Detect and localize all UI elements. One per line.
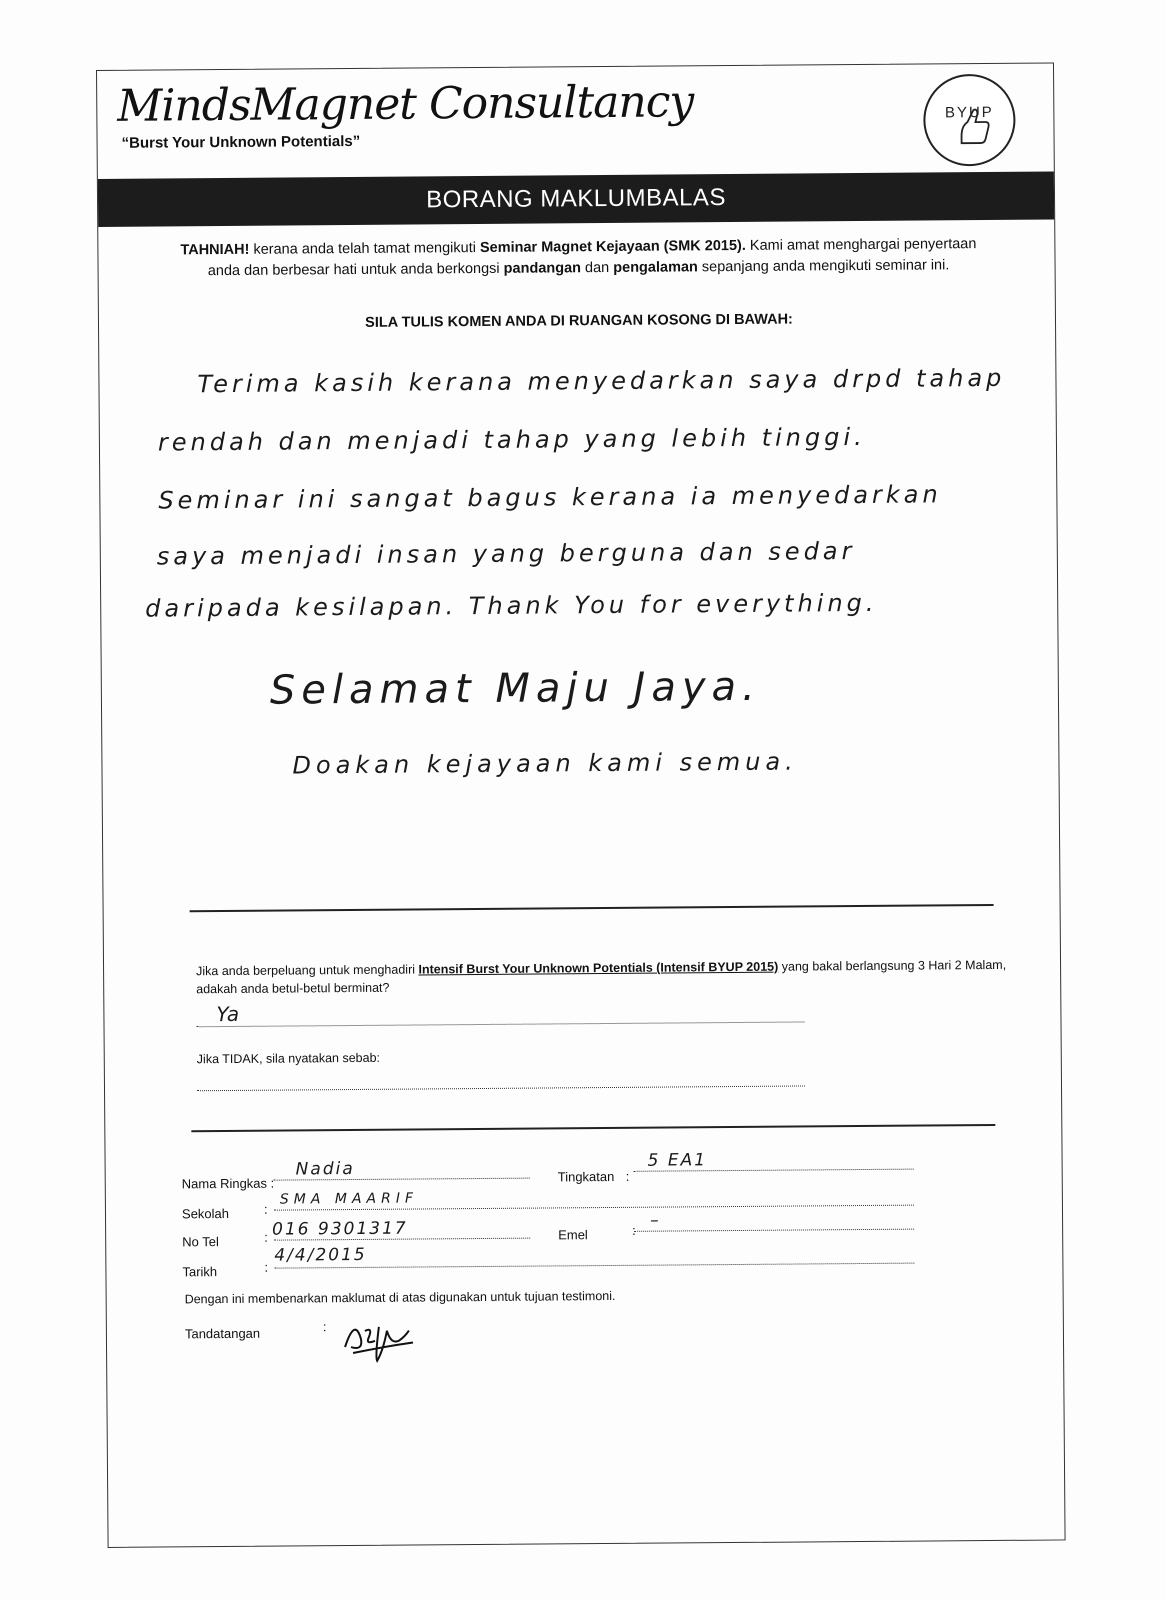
- comment-line-6: Selamat Maju Jaya.: [269, 663, 761, 714]
- question-text-1: Jika anda berpeluang untuk menghadiri: [196, 962, 419, 979]
- answer-dotted-line: [197, 1021, 805, 1027]
- interest-question: [196, 956, 1016, 998]
- intro-text-1: kerana anda telah tamat mengikuti: [249, 239, 481, 258]
- question-text-2: yang bakal berlangsung 3 Hari 2 Malam, adakah anda betul-betul berminat?: [196, 957, 1007, 997]
- date-value[interactable]: 4/4/2015: [274, 1244, 367, 1266]
- comment-line-2: rendah dan menjadi tahap yang lebih tinggi.: [157, 422, 866, 457]
- intro-text-3: dan: [580, 259, 614, 277]
- question-program-name: Intensif Burst Your Unknown Potentials (Intensif BYUP 2015): [418, 959, 779, 977]
- tel-label: No Tel: [182, 1234, 219, 1250]
- email-label: Emel: [558, 1227, 588, 1243]
- school-value[interactable]: SMA MAARIF: [279, 1190, 419, 1208]
- intro-text-2: Kami amat menghargai penyertaan anda dan berbesar hati untuk anda berkongsi: [207, 236, 977, 280]
- intro-congrats: TAHNIAH!: [180, 241, 250, 259]
- level-label: Tingkatan: [557, 1168, 615, 1185]
- intro-pandangan: pandangan: [503, 260, 582, 277]
- name-value[interactable]: Nadia: [295, 1159, 355, 1180]
- email-dotted-line: [634, 1229, 914, 1232]
- company-logo: MindsMagnet Consultancy: [117, 76, 694, 132]
- instruction-text: SILA TULIS KOMEN ANDA DI RUANGAN KOSONG DI BAWAH:: [365, 311, 793, 331]
- byup-seal-logo: [923, 74, 1016, 167]
- email-value[interactable]: –: [649, 1210, 661, 1231]
- level-colon: :: [625, 1168, 630, 1184]
- comment-line-1: Terima kasih kerana menyedarkan saya drpd tahap: [197, 363, 1006, 399]
- school-colon: :: [263, 1201, 268, 1217]
- thumbs-up-icon: [925, 76, 1014, 165]
- seal-text: BYUP: [944, 103, 994, 122]
- comment-line-4: saya menjadi insan yang berguna dan sedar: [156, 537, 856, 571]
- divider-bottom: [191, 1124, 995, 1132]
- signature-drawing: [335, 1308, 435, 1369]
- date-dotted-line: [274, 1263, 914, 1269]
- comment-line-3: Seminar ini sangat bagus kerana ia menyedarkan: [158, 480, 942, 515]
- comment-line-5: daripada kesilapan. Thank You for everything.: [145, 588, 878, 623]
- tel-value[interactable]: 016 9301317: [272, 1218, 408, 1240]
- date-label: Tarikh: [182, 1264, 218, 1280]
- intro-paragraph: [168, 234, 988, 282]
- interest-answer[interactable]: Ya: [216, 1001, 240, 1027]
- reason-question: Jika TIDAK, sila nyatakan sebab:: [196, 1050, 381, 1067]
- comment-line-7: Doakan kejayaan kami semua.: [292, 747, 798, 780]
- date-colon: :: [264, 1259, 269, 1275]
- intro-seminar-name: Seminar Magnet Kejayaan (SMK 2015).: [479, 237, 746, 256]
- consent-statement: Dengan ini membenarkan maklumat di atas digunakan untuk tujuan testimoni.: [184, 1288, 616, 1307]
- feedback-form: [96, 62, 1066, 1547]
- divider-top: [190, 904, 994, 912]
- level-value[interactable]: 5 EA1: [647, 1150, 708, 1171]
- intro-text-4: sepanjang anda mengikuti seminar ini.: [697, 257, 950, 276]
- intro-pengalaman: pengalaman: [613, 259, 698, 276]
- tel-colon: :: [264, 1229, 268, 1245]
- signature-label: Tandatangan: [184, 1325, 261, 1342]
- email-colon: :: [632, 1222, 636, 1238]
- reason-dotted-line[interactable]: [197, 1085, 805, 1091]
- form-title: BORANG MAKLUMBALAS: [98, 171, 1054, 227]
- name-label: Nama Ringkas :: [181, 1175, 275, 1192]
- school-label: Sekolah: [181, 1205, 230, 1222]
- company-tagline: “Burst Your Unknown Potentials”: [121, 132, 361, 152]
- signature-colon: :: [322, 1319, 327, 1335]
